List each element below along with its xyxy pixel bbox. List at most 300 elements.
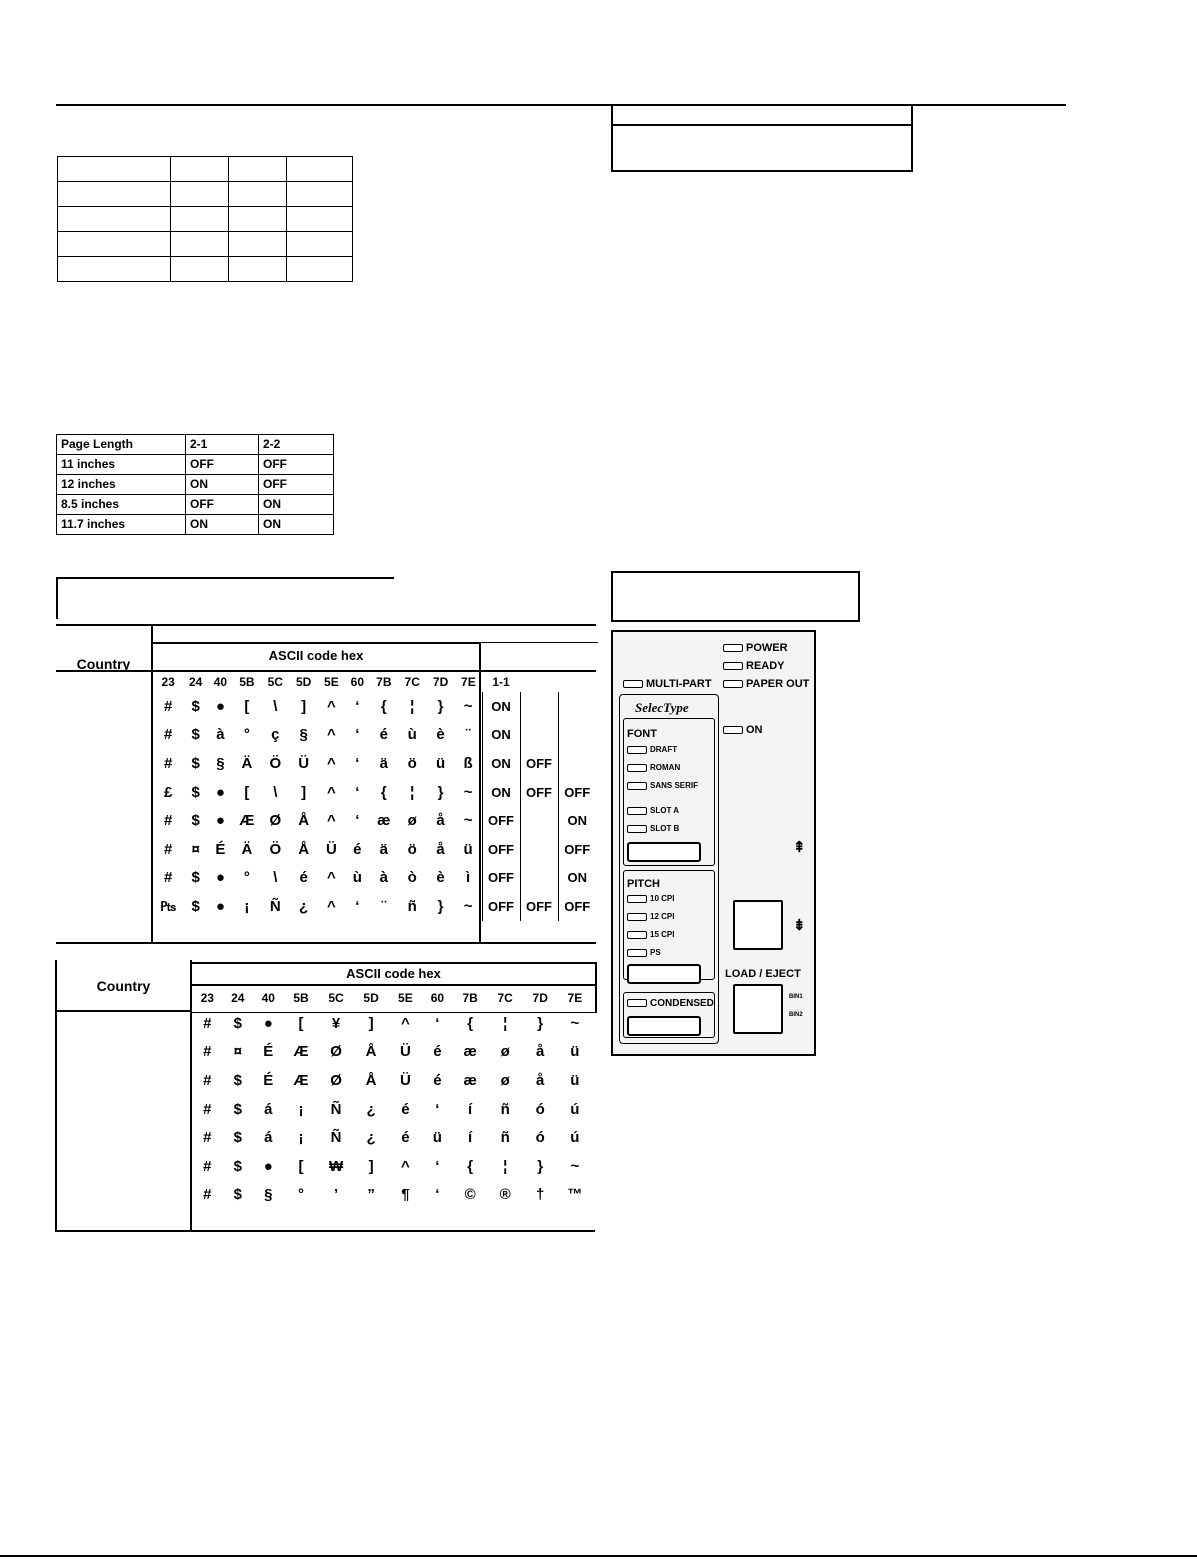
char-cell: #	[163, 697, 173, 715]
table-cell: 8.5 inches	[57, 495, 186, 515]
char-table-2	[55, 960, 595, 1232]
char-cell: ‘	[355, 697, 360, 715]
table-cell: OFF	[186, 455, 259, 475]
char-cell: é	[379, 726, 389, 744]
char-cell: ¤	[233, 1043, 242, 1061]
char-cell: ●	[215, 697, 225, 715]
code-header: 5C	[267, 675, 283, 689]
char-cell: #	[163, 812, 173, 830]
char-cell: ●	[263, 1014, 273, 1032]
table-row	[192, 1038, 592, 1067]
switch-cell: OFF	[482, 864, 520, 893]
switch-cell: ON	[482, 692, 520, 721]
char-cell: ^	[327, 726, 336, 744]
code-header: 7D	[532, 991, 548, 1005]
sans-serif-led-icon	[627, 782, 647, 790]
char-cell: ú	[570, 1100, 580, 1118]
char-cell: ‘	[435, 1157, 440, 1175]
char-cell: {	[380, 783, 387, 801]
on-label: ON	[746, 724, 763, 736]
top-right-box-divider	[613, 124, 911, 126]
char-cell: É	[263, 1071, 274, 1089]
char-cell: ¥	[331, 1014, 341, 1032]
switch-cell: OFF	[558, 778, 596, 807]
char-cell: ¿	[299, 897, 309, 915]
char-cell: ~	[463, 783, 473, 801]
12cpi-led-icon	[627, 913, 647, 921]
char-cell: ç	[271, 726, 280, 744]
char-cell: Ü	[399, 1071, 411, 1089]
char-cell: #	[203, 1071, 212, 1089]
char-table-2-grid	[192, 987, 592, 1209]
char-cell: ¨	[381, 897, 387, 915]
char-cell: #	[203, 1014, 212, 1032]
char-cell: °	[243, 869, 250, 887]
switch-cell	[558, 749, 596, 778]
table-row	[192, 1181, 592, 1210]
table-row	[192, 1009, 592, 1038]
country-header: Country	[76, 656, 131, 672]
pitch-12cpi: 12 CPI	[627, 912, 674, 921]
char-cell: ™	[567, 1186, 583, 1204]
char-cell: ]	[368, 1014, 374, 1032]
char-cell: °	[298, 1186, 305, 1204]
char-cell: ì	[466, 869, 471, 887]
on-indicator	[723, 724, 763, 736]
load-eject-button[interactable]	[733, 984, 783, 1034]
table-cell: 11 inches	[57, 455, 186, 475]
char-cell: ‘	[435, 1014, 440, 1032]
char-cell: §	[299, 726, 308, 744]
char-cell: #	[163, 726, 173, 744]
char-cell: Å	[365, 1071, 377, 1089]
table-row	[153, 749, 596, 778]
char-cell: ₧	[159, 897, 177, 915]
paper-out-indicator	[723, 678, 809, 690]
char-cell: ^	[400, 1157, 410, 1175]
char-cell: é	[299, 869, 308, 887]
char-cell: ●	[263, 1157, 273, 1175]
char-cell: Ö	[269, 754, 282, 772]
table-row	[153, 864, 596, 893]
switch-cell: OFF	[482, 806, 520, 835]
char-cell: $	[191, 754, 200, 772]
line-feed-up-icon: ⇞	[793, 839, 806, 856]
switch-cell: ON	[482, 749, 520, 778]
code-header: 5E	[398, 991, 413, 1005]
table-cell: OFF	[186, 495, 259, 515]
char-cell: æ	[463, 1071, 477, 1089]
char-cell: ¡	[298, 1100, 304, 1118]
char-cell: Ü	[399, 1043, 411, 1061]
char-cell: ~	[570, 1014, 580, 1032]
table-row	[192, 1152, 592, 1181]
bottom-rule	[0, 1555, 1197, 1557]
char-cell: É	[215, 840, 226, 858]
switch-cell: OFF	[558, 892, 596, 921]
ascii-subheader-divider	[192, 984, 595, 986]
char-cell: ~	[463, 897, 473, 915]
char-cell: {	[380, 697, 387, 715]
char-cell: $	[233, 1186, 242, 1204]
char-cell: ¡	[244, 897, 250, 915]
char-cell: ●	[215, 869, 225, 887]
char-cell: í	[468, 1129, 473, 1147]
char-cell: ●	[215, 783, 225, 801]
char-cell: Ø	[269, 812, 282, 830]
pitch-15cpi: 15 CPI	[627, 930, 674, 939]
switch-cell	[558, 692, 596, 721]
char-cell: à	[379, 869, 389, 887]
code-header: 5B	[239, 675, 255, 689]
font-button[interactable]	[627, 842, 701, 862]
char-cell: é	[401, 1129, 410, 1147]
switch-cell: OFF	[558, 835, 596, 864]
table-cell: ON	[186, 515, 259, 535]
char-cell: #	[163, 840, 173, 858]
code-header: 5C	[328, 991, 344, 1005]
table-row	[57, 515, 334, 535]
multipart-led-icon	[623, 680, 643, 688]
char-cell: ®	[499, 1186, 511, 1204]
char-cell: é	[353, 840, 362, 858]
char-cell: ¦	[410, 697, 415, 715]
table-row	[57, 495, 334, 515]
char-cell: $	[233, 1100, 242, 1118]
char-cell: ¦	[503, 1157, 508, 1175]
bin2-label: BIN2	[789, 1012, 803, 1018]
char-cell: Ä	[241, 840, 253, 858]
code-header: 40	[213, 675, 228, 689]
switch-header-blank	[558, 672, 596, 692]
code-header: 7B	[462, 991, 478, 1005]
char-cell: á	[264, 1100, 273, 1118]
pitch-button[interactable]	[627, 964, 701, 984]
char-cell: \	[273, 869, 278, 887]
char-cell: ø	[500, 1071, 510, 1089]
char-cell: ó	[535, 1100, 545, 1118]
table-row	[57, 455, 334, 475]
char-cell: ”	[367, 1186, 375, 1204]
char-cell: ~	[463, 697, 473, 715]
header-2-1: 2-1	[186, 435, 259, 455]
char-cell: Ñ	[269, 897, 281, 915]
code-header: 24	[231, 991, 245, 1005]
code-header: 60	[350, 675, 364, 689]
header-page-length: Page Length	[57, 435, 186, 455]
char-cell: ö	[407, 840, 417, 858]
code-header: 7E	[567, 991, 583, 1005]
char-cell: ¿	[366, 1129, 376, 1147]
char-cell: é	[433, 1071, 442, 1089]
switch-cell	[520, 835, 558, 864]
char-cell: #	[203, 1129, 212, 1147]
selectype-title: SelecType	[635, 700, 689, 715]
char-cell: ú	[570, 1129, 580, 1147]
char-cell: ^	[327, 869, 336, 887]
char-cell: å	[436, 812, 445, 830]
char-cell: $	[191, 783, 200, 801]
char-cell: }	[537, 1157, 544, 1175]
ps-led-icon	[627, 949, 647, 957]
char-cell: ’	[333, 1186, 339, 1204]
condensed-indicator: CONDENSED	[627, 998, 714, 1009]
char-cell: í	[468, 1100, 473, 1118]
code-header: 24	[189, 675, 203, 689]
char-cell: $	[191, 869, 200, 887]
char-cell: ^	[327, 783, 336, 801]
char-cell: æ	[463, 1043, 477, 1061]
char-cell: è	[436, 869, 445, 887]
power-led-icon	[723, 644, 743, 652]
char-cell: å	[436, 840, 445, 858]
font-sans-serif: SANS SERIF	[627, 781, 698, 790]
char-cell: ^	[327, 697, 336, 715]
char-cell: #	[203, 1157, 212, 1175]
country-header-divider	[57, 1010, 192, 1012]
char-cell: ü	[570, 1071, 580, 1089]
char-cell: ©	[464, 1186, 476, 1204]
switch-cell: OFF	[520, 778, 558, 807]
char-cell: ~	[463, 812, 473, 830]
table-row	[192, 1095, 592, 1124]
code-header: 23	[200, 991, 214, 1005]
slot-b-led-icon	[627, 825, 647, 833]
char-cell: ü	[432, 1129, 442, 1147]
char-cell: ~	[570, 1157, 580, 1175]
char-cell: Å	[298, 840, 310, 858]
table-row	[192, 1123, 592, 1152]
char-table-1-grid	[153, 672, 596, 921]
table-row	[153, 721, 596, 750]
char-cell: ñ	[500, 1129, 510, 1147]
char-table-caption-box	[56, 577, 394, 619]
bin1-label: BIN1	[789, 994, 803, 1000]
char-cell: á	[264, 1129, 273, 1147]
char-cell: Å	[365, 1043, 377, 1061]
char-cell: ¦	[410, 783, 415, 801]
char-cell: Ä	[241, 754, 253, 772]
draft-led-icon	[627, 746, 647, 754]
15cpi-led-icon	[627, 931, 647, 939]
char-cell: Ü	[298, 754, 310, 772]
font-label: FONT	[627, 728, 657, 740]
char-cell: ^	[327, 754, 336, 772]
char-cell: Ö	[269, 840, 282, 858]
switch-cell	[520, 864, 558, 893]
table-cell: OFF	[259, 475, 334, 495]
char-cell: Ø	[330, 1071, 342, 1089]
char-cell: ₩	[328, 1157, 344, 1175]
char-cell: Æ	[293, 1043, 309, 1061]
switch-header: 1-1	[492, 675, 510, 689]
condensed-button[interactable]	[627, 1016, 701, 1036]
code-header: 5B	[293, 991, 309, 1005]
header-2-2: 2-2	[259, 435, 334, 455]
char-cell: #	[163, 869, 173, 887]
char-cell: ‘	[355, 783, 360, 801]
top-right-box	[611, 104, 913, 172]
switch-cell: OFF	[482, 892, 520, 921]
multipart-indicator	[623, 678, 712, 690]
pitch-ps: PS	[627, 948, 661, 957]
table-row	[153, 806, 596, 835]
char-cell: ‘	[355, 812, 360, 830]
char-cell: É	[263, 1043, 274, 1061]
char-cell: ¦	[503, 1014, 508, 1032]
paper-out-led-icon	[723, 680, 743, 688]
char-cell: £	[163, 783, 173, 801]
char-cell: Ø	[330, 1043, 342, 1061]
char-cell: ‘	[355, 897, 360, 915]
char-cell: ¨	[465, 726, 471, 744]
table-row	[192, 1066, 592, 1095]
char-cell: Ü	[325, 840, 337, 858]
page-length-table	[56, 434, 334, 535]
char-cell: §	[264, 1186, 273, 1204]
table-row	[153, 835, 596, 864]
switch-cell	[558, 721, 596, 750]
char-cell: è	[436, 726, 445, 744]
char-cell: ñ	[407, 897, 417, 915]
char-cell: $	[233, 1129, 242, 1147]
slot-b: SLOT B	[627, 824, 679, 833]
char-cell: [	[244, 697, 250, 715]
char-cell: $	[191, 897, 200, 915]
roman-led-icon	[627, 764, 647, 772]
ready-led-icon	[723, 662, 743, 670]
char-cell: [	[298, 1014, 304, 1032]
table-cell: 12 inches	[57, 475, 186, 495]
code-header: 23	[161, 675, 175, 689]
power-indicator	[723, 642, 788, 654]
table-cell: ON	[186, 475, 259, 495]
code-header: 7D	[432, 675, 449, 689]
table-row	[57, 475, 334, 495]
char-cell: $	[233, 1157, 242, 1175]
char-cell: Å	[298, 812, 310, 830]
char-cell: ü	[570, 1043, 580, 1061]
char-cell: ó	[535, 1129, 545, 1147]
char-cell: #	[163, 754, 173, 772]
char-cell: é	[401, 1100, 410, 1118]
char-cell: ö	[407, 754, 417, 772]
code-header: 7C	[404, 675, 420, 689]
switch-cell	[520, 692, 558, 721]
char-cell: ‘	[435, 1186, 440, 1204]
empty-switch-table	[57, 156, 353, 282]
char-cell: ä	[379, 840, 389, 858]
char-cell: }	[437, 783, 444, 801]
code-header: 40	[261, 991, 275, 1005]
load-eject-label: LOAD / EJECT	[725, 968, 801, 980]
char-cell: ‘	[355, 726, 360, 744]
table-cell: OFF	[259, 455, 334, 475]
switch-cell	[520, 806, 558, 835]
char-cell: [	[298, 1157, 304, 1175]
switch-cell: OFF	[482, 835, 520, 864]
char-cell: ¤	[191, 840, 200, 858]
line-feed-button[interactable]	[733, 900, 783, 950]
char-cell: ]	[368, 1157, 374, 1175]
power-label: POWER	[746, 642, 788, 654]
char-table-1	[56, 624, 596, 944]
char-cell: ●	[215, 897, 225, 915]
char-cell: Æ	[239, 812, 255, 830]
char-cell: Ñ	[330, 1129, 342, 1147]
char-cell: Æ	[293, 1071, 309, 1089]
code-header: 5D	[363, 991, 379, 1005]
table-row	[153, 778, 596, 807]
char-cell: #	[203, 1043, 212, 1061]
char-cell: ¶	[401, 1186, 410, 1204]
char-cell: {	[467, 1157, 474, 1175]
code-header-row	[192, 987, 592, 1009]
char-cell: $	[233, 1014, 242, 1032]
char-cell: °	[243, 726, 250, 744]
char-cell: }	[437, 697, 444, 715]
char-cell: ü	[463, 840, 473, 858]
char-cell: ø	[500, 1043, 510, 1061]
char-cell: ß	[463, 754, 473, 772]
char-cell: å	[536, 1043, 545, 1061]
table-row	[153, 892, 596, 921]
table-cell: ON	[259, 495, 334, 515]
line-feed-down-icon: ⇟	[793, 917, 806, 934]
char-cell: ä	[379, 754, 389, 772]
char-cell: ‘	[355, 754, 360, 772]
char-cell: ù	[407, 726, 417, 744]
char-cell: ^	[327, 812, 336, 830]
char-cell: {	[467, 1014, 474, 1032]
condensed-led-icon	[627, 999, 647, 1007]
multipart-label: MULTI-PART	[646, 678, 712, 690]
char-cell: #	[203, 1186, 212, 1204]
pitch-label: PITCH	[627, 878, 660, 890]
on-led-icon	[723, 726, 743, 734]
char-cell: à	[216, 726, 225, 744]
control-panel	[611, 630, 816, 1056]
char-cell: ü	[435, 754, 446, 772]
char-cell: ø	[407, 812, 417, 830]
char-cell: ¿	[366, 1100, 376, 1118]
char-cell: é	[433, 1043, 442, 1061]
country-header: Country	[96, 978, 151, 994]
char-cell: \	[273, 783, 278, 801]
char-cell: ^	[327, 897, 336, 915]
char-cell: ‘	[435, 1100, 440, 1118]
switch-cell: OFF	[520, 749, 558, 778]
table-cell: ON	[259, 515, 334, 535]
code-header: 60	[430, 991, 445, 1005]
ready-label: READY	[746, 660, 785, 672]
char-cell: [	[244, 783, 250, 801]
switch-cell: ON	[558, 806, 596, 835]
top-rule	[56, 104, 1066, 106]
ascii-header: ASCII code hex	[268, 648, 364, 663]
char-cell: å	[536, 1071, 545, 1089]
code-header: 5D	[295, 675, 312, 689]
table-row	[153, 692, 596, 721]
char-cell: ù	[352, 869, 362, 887]
table-cell: 11.7 inches	[57, 515, 186, 535]
char-cell: ●	[215, 812, 225, 830]
10cpi-led-icon	[627, 895, 647, 903]
font-roman: ROMAN	[627, 763, 680, 772]
switch-cell: ON	[482, 721, 520, 750]
ready-indicator	[723, 660, 785, 672]
slot-a-led-icon	[627, 807, 647, 815]
